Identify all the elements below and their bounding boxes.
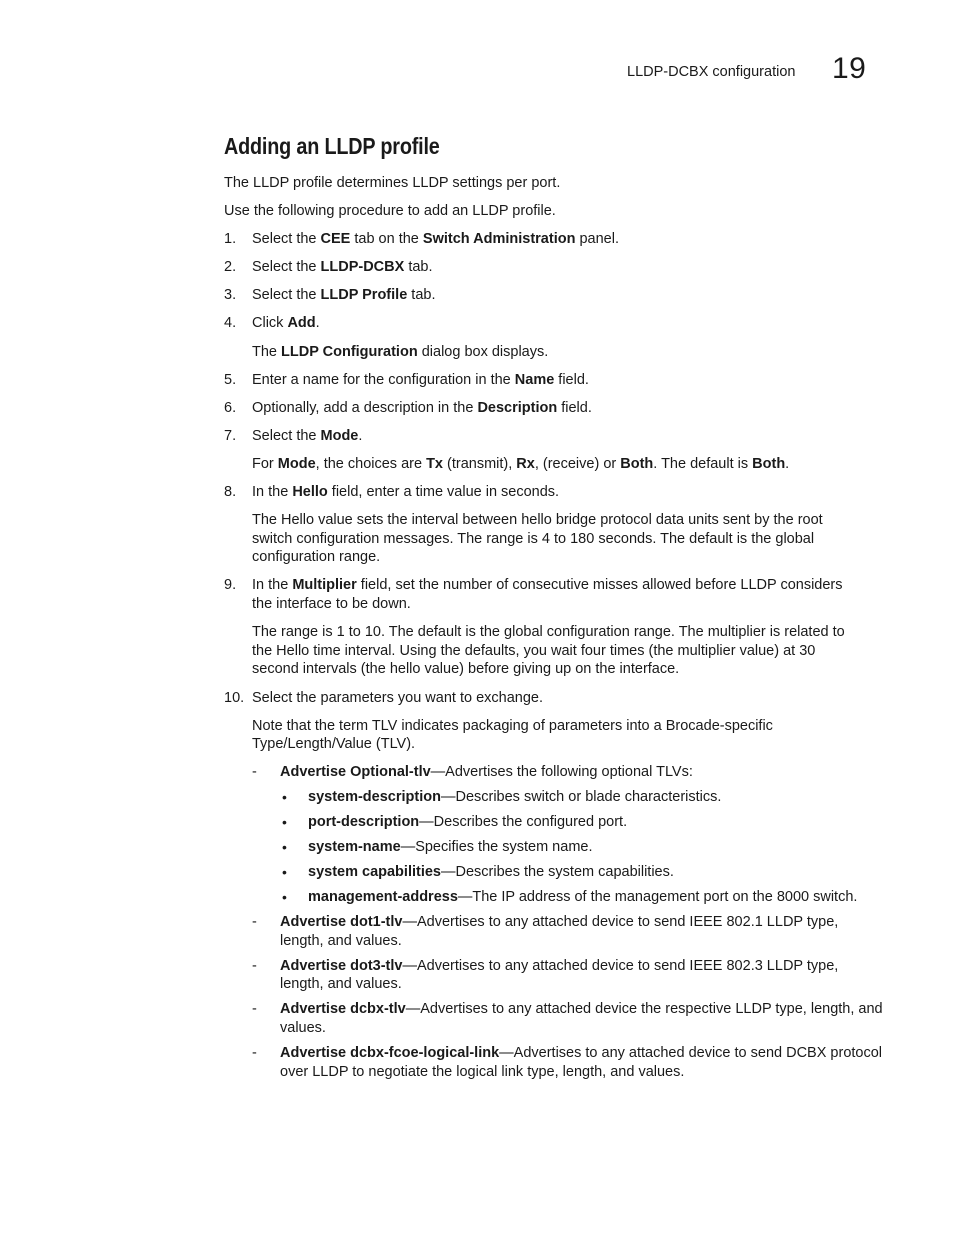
bullet-marker: •	[282, 864, 287, 880]
dash-marker: -	[252, 1001, 257, 1017]
bullet-marker: •	[282, 889, 287, 905]
chapter-number: 19	[832, 52, 867, 85]
text: field.	[554, 372, 589, 388]
text: tab.	[404, 259, 433, 275]
step-number: 1.	[224, 231, 237, 247]
step-text	[252, 576, 843, 595]
step-text: Select the parameters you want to exchange.	[252, 690, 543, 706]
step-note-line: switch configuration messages. The range is 4 to 180 seconds. The default is the global	[252, 531, 815, 547]
text: .	[315, 315, 320, 331]
ui-term: Advertise dot3-tlv	[280, 958, 403, 974]
step-note-line: second intervals (the hello value) before giving up on the interface.	[252, 661, 680, 677]
bullet-marker: •	[282, 789, 287, 805]
ui-term: Advertise Optional-tlv	[280, 764, 431, 780]
step-number: 6.	[224, 400, 237, 416]
dash-marker: -	[252, 914, 257, 930]
text: , the choices are	[315, 456, 427, 472]
list-item	[308, 788, 721, 807]
step-number: 2.	[224, 259, 237, 275]
step-text	[252, 427, 362, 446]
dash-marker: -	[252, 1045, 257, 1061]
ui-term: Mode	[277, 456, 316, 472]
text: —Advertises the following optional TLVs:	[430, 764, 693, 780]
step-number: 7.	[224, 428, 237, 444]
ui-term: system capabilities	[308, 864, 441, 880]
step-note	[252, 455, 789, 474]
ui-term: Tx	[426, 456, 443, 472]
text: field, enter a time value in seconds.	[327, 484, 560, 500]
ui-term: Both	[620, 456, 654, 472]
intro-paragraph: The LLDP profile determines LLDP settings per port.	[224, 175, 561, 191]
text: .	[358, 428, 363, 444]
list-item	[280, 957, 838, 976]
text: dialog box displays.	[417, 344, 549, 360]
text: For	[252, 456, 278, 472]
ui-term: system-description	[308, 789, 441, 805]
text: Enter a name for the configuration in the	[252, 372, 515, 388]
text: —Describes the system capabilities.	[441, 864, 674, 880]
list-item	[280, 1000, 883, 1019]
ui-term: Description	[477, 400, 558, 416]
text: —Advertises to any attached device the respective LLDP type, length, and	[405, 1001, 883, 1017]
ui-term: Advertise dcbx-tlv	[280, 1001, 406, 1017]
ui-term: Switch Administration	[422, 231, 576, 247]
step-note-line: the Hello time interval. Using the defaults, you wait four times (the multiplier value) at 30	[252, 643, 816, 659]
text: , (receive) or	[534, 456, 621, 472]
ui-term: Multiplier	[292, 577, 357, 593]
step-note-line: Type/Length/Value (TLV).	[252, 736, 416, 752]
step-text	[252, 399, 592, 418]
step-number: 10.	[224, 690, 245, 706]
text: Select the	[252, 287, 321, 303]
text: —Describes the configured port.	[419, 814, 628, 830]
section-title: Adding an LLDP profile	[224, 133, 440, 159]
text: Click	[252, 315, 288, 331]
ui-term: Rx	[516, 456, 535, 472]
step-text	[252, 371, 589, 390]
text: (transmit),	[442, 456, 517, 472]
step-text-line: the interface to be down.	[252, 596, 411, 612]
step-note-line: The Hello value sets the interval between hello bridge protocol data units sent by the root	[252, 512, 823, 528]
ui-term: CEE	[320, 231, 351, 247]
ui-term: Advertise dcbx-fcoe-logical-link	[280, 1045, 500, 1061]
step-number: 4.	[224, 315, 237, 331]
text: . The default is	[653, 456, 753, 472]
text: Select the	[252, 259, 321, 275]
step-number: 5.	[224, 372, 237, 388]
intro-paragraph: Use the following procedure to add an LLDP profile.	[224, 203, 556, 219]
text: panel.	[575, 231, 619, 247]
text: tab on the	[350, 231, 423, 247]
text: Optionally, add a description in the	[252, 400, 478, 416]
text: field.	[557, 400, 592, 416]
text: In the	[252, 577, 293, 593]
step-number: 9.	[224, 577, 237, 593]
list-item	[308, 888, 857, 907]
text: —Advertises to any attached device to send IEEE 802.1 LLDP type,	[402, 914, 839, 930]
text: field, set the number of consecutive misses allowed before LLDP considers	[356, 577, 843, 593]
ui-term: Mode	[320, 428, 359, 444]
ui-term: Name	[514, 372, 555, 388]
step-note-line: Note that the term TLV indicates packaging of parameters into a Brocade-specific	[252, 718, 773, 734]
step-note	[252, 343, 548, 362]
text: tab.	[407, 287, 436, 303]
step-note-line: The range is 1 to 10. The default is the global configuration range. The multiplier is related to	[252, 624, 845, 640]
ui-term: system-name	[308, 839, 401, 855]
ui-term: port-description	[308, 814, 420, 830]
list-item	[280, 763, 693, 782]
ui-term: Hello	[292, 484, 328, 500]
step-number: 8.	[224, 484, 237, 500]
ui-term: Both	[752, 456, 786, 472]
text: The	[252, 344, 282, 360]
ui-term: Add	[287, 315, 316, 331]
text: —Describes switch or blade characteristics.	[440, 789, 722, 805]
ui-term: LLDP Profile	[320, 287, 408, 303]
ui-term: Advertise dot1-tlv	[280, 914, 403, 930]
text: Select the	[252, 428, 321, 444]
ui-term: management-address	[308, 889, 458, 905]
chapter-title: LLDP-DCBX configuration	[627, 64, 796, 80]
bullet-marker: •	[282, 839, 287, 855]
step-text	[252, 230, 619, 249]
step-note-line: configuration range.	[252, 549, 381, 565]
list-item	[308, 813, 627, 832]
text: Select the	[252, 231, 321, 247]
list-item-line: length, and values.	[280, 933, 402, 949]
dash-marker: -	[252, 958, 257, 974]
step-number: 3.	[224, 287, 237, 303]
list-item-line: values.	[280, 1020, 326, 1036]
list-item	[280, 1044, 882, 1063]
ui-term: LLDP-DCBX	[320, 259, 405, 275]
step-text	[252, 483, 559, 502]
text: —Advertises to any attached device to send DCBX protocol	[499, 1045, 883, 1061]
ui-term: LLDP Configuration	[281, 344, 418, 360]
dash-marker: -	[252, 764, 257, 780]
bullet-marker: •	[282, 814, 287, 830]
text: .	[785, 456, 790, 472]
text: —The IP address of the management port on the 8000 switch.	[457, 889, 858, 905]
step-text	[252, 286, 435, 305]
list-item	[308, 838, 593, 857]
step-text	[252, 314, 320, 333]
list-item-line: over LLDP to negotiate the logical link type, length, and values.	[280, 1064, 685, 1080]
list-item	[280, 913, 838, 932]
text: —Advertises to any attached device to send IEEE 802.3 LLDP type,	[402, 958, 839, 974]
list-item-line: length, and values.	[280, 976, 402, 992]
step-text	[252, 258, 433, 277]
text: In the	[252, 484, 293, 500]
list-item	[308, 863, 674, 882]
text: —Specifies the system name.	[400, 839, 593, 855]
